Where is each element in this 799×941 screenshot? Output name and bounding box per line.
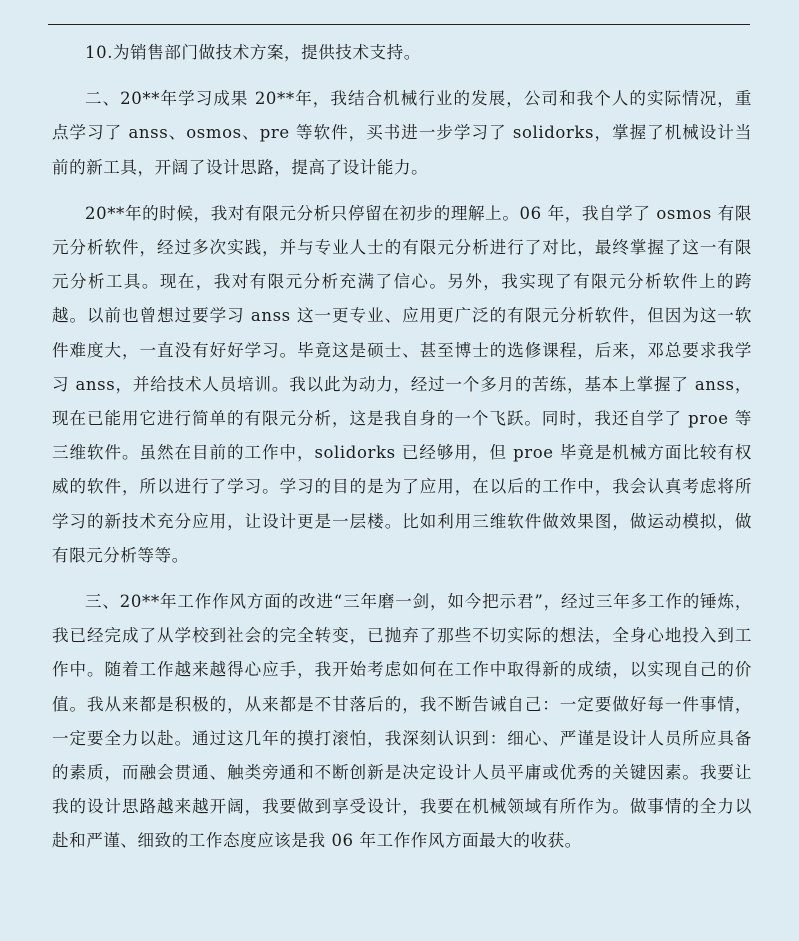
paragraph-item-10: 10.为销售部门做技术方案，提供技术支持。 — [85, 43, 421, 62]
paragraph-fem-analysis: 20**年的时候，我对有限元分析只停留在初步的理解上。06 年，我自学了 osmos 有限元分析软件，经过多次实践，并与专业人士的有限元分析进行了对比，最终掌握了这一有限元分析工具。现在，我对有限元分析充满了信心。另外，我实现了有限元分析软件上的跨越。以前也曾想过要学习 anss 这一更专业、应用更广泛的有限元分析软件，但因为这一软件难度大，一直没有好好学习。毕竟这是硕士、甚至博士的选修课程，后来，邓总要求我学习 anss，并给技术人员培训。我以此为动力，经过一个多月的苦练，基本上掌握了 anss，现在已能用它进行简单的有限元分析，这是我自身的一个飞跃。同时，我还自学了 proe 等三维软件。虽然在目前的工作中，solidorks 已经够用，但 proe 毕竟是机械方面比较有权威的软件，所以进行了学习。学习的目的是为了应用，在以后的工作中，我会认真考虑将所学习的新技术充分应用，让设计更是一层楼。比如利用三维软件做效果图，做运动模拟，做有限元分析等等。 — [52, 203, 752, 565]
document-body — [52, 36, 752, 859]
paragraph-learning-results: 二、20**年学习成果 20**年，我结合机械行业的发展，公司和我个人的实际情况，重点学习了 anss、osmos、pre 等软件，买书进一步学习了 solidorks，掌握了机械设计当前的新工具，开阔了设计思路，提高了设计能力。 — [52, 89, 752, 177]
paragraph-work-style: 三、20**年工作作风方面的改进“三年磨一剑，如今把示君”，经过三年多工作的锤炼，我已经完成了从学校到社会的完全转变，已抛弃了那些不切实际的想法，全身心地投入到工作中。随着工作越来越得心应手，我开始考虑如何在工作中取得新的成绩，以实现自己的价值。我从来都是积极的，从来都是不甘落后的，我不断告诫自己：一定要做好每一件事情，一定要全力以赴。通过这几年的摸打滚怕，我深刻认识到：细心、严谨是设计人员所应具备的素质，而融会贯通、触类旁通和不断创新是决定设计人员平庸或优秀的关键因素。我要让我的设计思路越来越开阔，我要做到享受设计，我要在机械领域有所作为。做事情的全力以赴和严谨、细致的工作态度应该是我 06 年工作作风方面最大的收获。 — [52, 592, 752, 851]
header-rule — [48, 24, 750, 25]
